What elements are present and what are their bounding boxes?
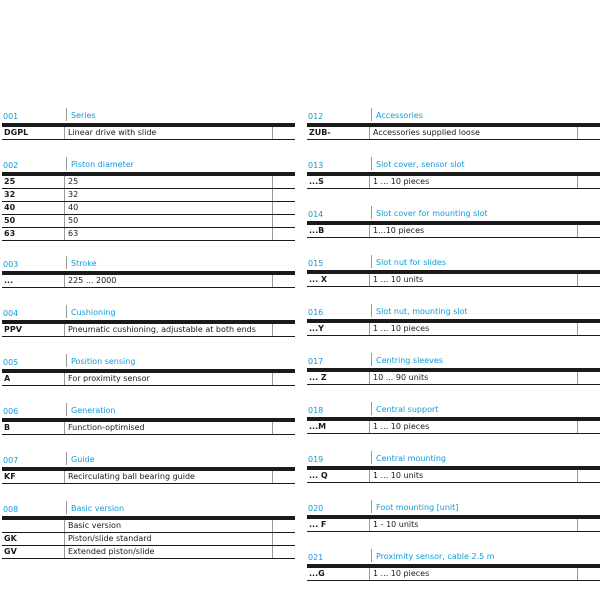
option-row — [2, 127, 295, 140]
group-title: Central mounting — [371, 451, 600, 464]
option-group-007 — [2, 451, 295, 484]
group-header — [2, 156, 295, 176]
option-description: For proximity sensor — [65, 373, 273, 385]
option-entry-cell — [578, 519, 600, 531]
group-code: 002 — [3, 161, 19, 170]
group-code: 013 — [308, 161, 324, 170]
option-description: 1 ... 10 units — [370, 274, 578, 286]
group-header — [2, 255, 295, 275]
option-row — [2, 373, 295, 386]
option-row — [307, 225, 600, 238]
option-description: 1 ... 10 pieces — [370, 421, 578, 433]
option-group-020 — [307, 499, 600, 532]
option-entry-cell — [273, 546, 295, 558]
group-code: 008 — [3, 505, 19, 514]
option-entry-cell — [273, 422, 295, 434]
option-code: 40 — [2, 202, 65, 214]
option-code: B — [2, 422, 65, 434]
option-description: Linear drive with slide — [65, 127, 273, 139]
option-row — [307, 372, 600, 385]
option-row — [2, 202, 295, 215]
option-entry-cell — [578, 274, 600, 286]
option-group-019 — [307, 450, 600, 483]
option-entry-cell — [273, 324, 295, 336]
option-entry-cell — [578, 323, 600, 335]
option-code: 50 — [2, 215, 65, 227]
group-title: Foot mounting [unit] — [371, 500, 600, 513]
group-header — [2, 353, 295, 373]
option-row — [2, 215, 295, 228]
option-group-014 — [307, 205, 600, 238]
group-header — [307, 401, 600, 421]
group-title: Position sensing — [66, 354, 295, 367]
option-entry-cell — [273, 127, 295, 139]
option-entry-cell — [578, 225, 600, 237]
option-code: A — [2, 373, 65, 385]
option-entry-cell — [273, 202, 295, 214]
option-row — [2, 324, 295, 337]
option-row — [307, 519, 600, 532]
group-code: 016 — [308, 308, 324, 317]
option-entry-cell — [578, 176, 600, 188]
group-title: Slot cover, sensor slot — [371, 157, 600, 170]
group-code: 007 — [3, 456, 19, 465]
option-code: ... F — [307, 519, 370, 531]
option-row — [307, 568, 600, 581]
group-header — [307, 548, 600, 568]
option-group-021 — [307, 548, 600, 581]
option-row — [307, 323, 600, 336]
group-header — [2, 500, 295, 520]
option-row — [307, 470, 600, 483]
option-description: 25 — [65, 176, 273, 188]
group-title: Basic version — [66, 501, 295, 514]
option-code: ...G — [307, 568, 370, 580]
option-group-005 — [2, 353, 295, 386]
option-group-015 — [307, 254, 600, 287]
option-group-016 — [307, 303, 600, 336]
option-code — [2, 520, 65, 532]
group-header — [307, 499, 600, 519]
option-description: 63 — [65, 228, 273, 240]
group-header — [307, 450, 600, 470]
group-code: 006 — [3, 407, 19, 416]
group-title: Stroke — [66, 256, 295, 269]
group-title: Guide — [66, 452, 295, 465]
option-code: 25 — [2, 176, 65, 188]
option-description: Extended piston/slide — [65, 546, 273, 558]
group-code: 017 — [308, 357, 324, 366]
option-description: 10 ... 90 units — [370, 372, 578, 384]
option-entry-cell — [273, 275, 295, 287]
group-header — [307, 303, 600, 323]
group-code: 019 — [308, 455, 324, 464]
option-entry-cell — [273, 189, 295, 201]
group-title: Cushioning — [66, 305, 295, 318]
option-description: 1 ... 10 pieces — [370, 323, 578, 335]
option-group-013 — [307, 156, 600, 189]
group-code: 005 — [3, 358, 19, 367]
left-column — [2, 107, 295, 559]
option-code: 63 — [2, 228, 65, 240]
group-code: 018 — [308, 406, 324, 415]
option-entry-cell — [578, 421, 600, 433]
group-code: 001 — [3, 112, 19, 121]
group-header — [307, 254, 600, 274]
option-entry-cell — [578, 372, 600, 384]
option-code: ...M — [307, 421, 370, 433]
option-code: ... X — [307, 274, 370, 286]
group-title: Centring sleeves — [371, 353, 600, 366]
group-title: Accessories — [371, 108, 600, 121]
option-code: DGPL — [2, 127, 65, 139]
group-header — [2, 451, 295, 471]
option-description: Basic version — [65, 520, 273, 532]
option-row — [2, 546, 295, 559]
option-group-003 — [2, 255, 295, 288]
option-description: 32 — [65, 189, 273, 201]
option-entry-cell — [273, 176, 295, 188]
option-description: 225 ... 2000 — [65, 275, 273, 287]
option-group-018 — [307, 401, 600, 434]
option-row — [307, 176, 600, 189]
option-row — [2, 189, 295, 202]
option-entry-cell — [273, 373, 295, 385]
option-code: ... Z — [307, 372, 370, 384]
right-column — [307, 107, 600, 581]
option-description: Pneumatic cushioning, adjustable at both ends — [65, 324, 273, 336]
option-description: Recirculating ball bearing guide — [65, 471, 273, 483]
option-code: ...S — [307, 176, 370, 188]
option-code: ... Q — [307, 470, 370, 482]
option-description: 1 ... 10 pieces — [370, 176, 578, 188]
option-description: 1 - 10 units — [370, 519, 578, 531]
group-code: 004 — [3, 309, 19, 318]
group-header — [307, 107, 600, 127]
group-header — [307, 205, 600, 225]
option-entry-cell — [273, 228, 295, 240]
option-row — [2, 471, 295, 484]
group-title: Piston diameter — [66, 157, 295, 170]
group-code: 015 — [308, 259, 324, 268]
option-group-004 — [2, 304, 295, 337]
option-entry-cell — [578, 470, 600, 482]
option-description: 1 ... 10 pieces — [370, 568, 578, 580]
group-title: Proximity sensor, cable 2.5 m — [371, 549, 600, 562]
option-group-012 — [307, 107, 600, 140]
option-code: ZUB- — [307, 127, 370, 139]
option-entry-cell — [273, 215, 295, 227]
option-group-017 — [307, 352, 600, 385]
option-description: 50 — [65, 215, 273, 227]
option-entry-cell — [578, 127, 600, 139]
option-entry-cell — [273, 520, 295, 532]
group-header — [2, 402, 295, 422]
option-code: PPV — [2, 324, 65, 336]
group-title: Slot nut for slides — [371, 255, 600, 268]
option-row — [307, 274, 600, 287]
group-code: 003 — [3, 260, 19, 269]
option-code: GK — [2, 533, 65, 545]
option-code: KF — [2, 471, 65, 483]
group-header — [2, 107, 295, 127]
group-code: 020 — [308, 504, 324, 513]
option-code: ... — [2, 275, 65, 287]
group-title: Generation — [66, 403, 295, 416]
option-description: Function-optimised — [65, 422, 273, 434]
option-group-002 — [2, 156, 295, 241]
option-row — [2, 228, 295, 241]
option-description: 1 ... 10 units — [370, 470, 578, 482]
group-header — [2, 304, 295, 324]
option-row — [2, 176, 295, 189]
group-header — [307, 156, 600, 176]
option-row — [2, 422, 295, 435]
option-entry-cell — [273, 471, 295, 483]
option-row — [2, 520, 295, 533]
option-row — [2, 275, 295, 288]
option-row — [307, 421, 600, 434]
group-title: Series — [66, 108, 295, 121]
option-code: GV — [2, 546, 65, 558]
group-code: 014 — [308, 210, 324, 219]
option-entry-cell — [273, 533, 295, 545]
option-code: ...B — [307, 225, 370, 237]
option-code: 32 — [2, 189, 65, 201]
option-description: Piston/slide standard — [65, 533, 273, 545]
option-code: ...Y — [307, 323, 370, 335]
group-code: 021 — [308, 553, 324, 562]
option-group-006 — [2, 402, 295, 435]
option-row — [307, 127, 600, 140]
option-row — [2, 533, 295, 546]
group-code: 012 — [308, 112, 324, 121]
group-title: Central support — [371, 402, 600, 415]
option-description: Accessories supplied loose — [370, 127, 578, 139]
option-description: 1...10 pieces — [370, 225, 578, 237]
option-entry-cell — [578, 568, 600, 580]
option-group-001 — [2, 107, 295, 140]
group-title: Slot cover for mounting slot — [371, 206, 600, 219]
group-header — [307, 352, 600, 372]
option-description: 40 — [65, 202, 273, 214]
group-title: Slot nut, mounting slot — [371, 304, 600, 317]
option-group-008 — [2, 500, 295, 559]
